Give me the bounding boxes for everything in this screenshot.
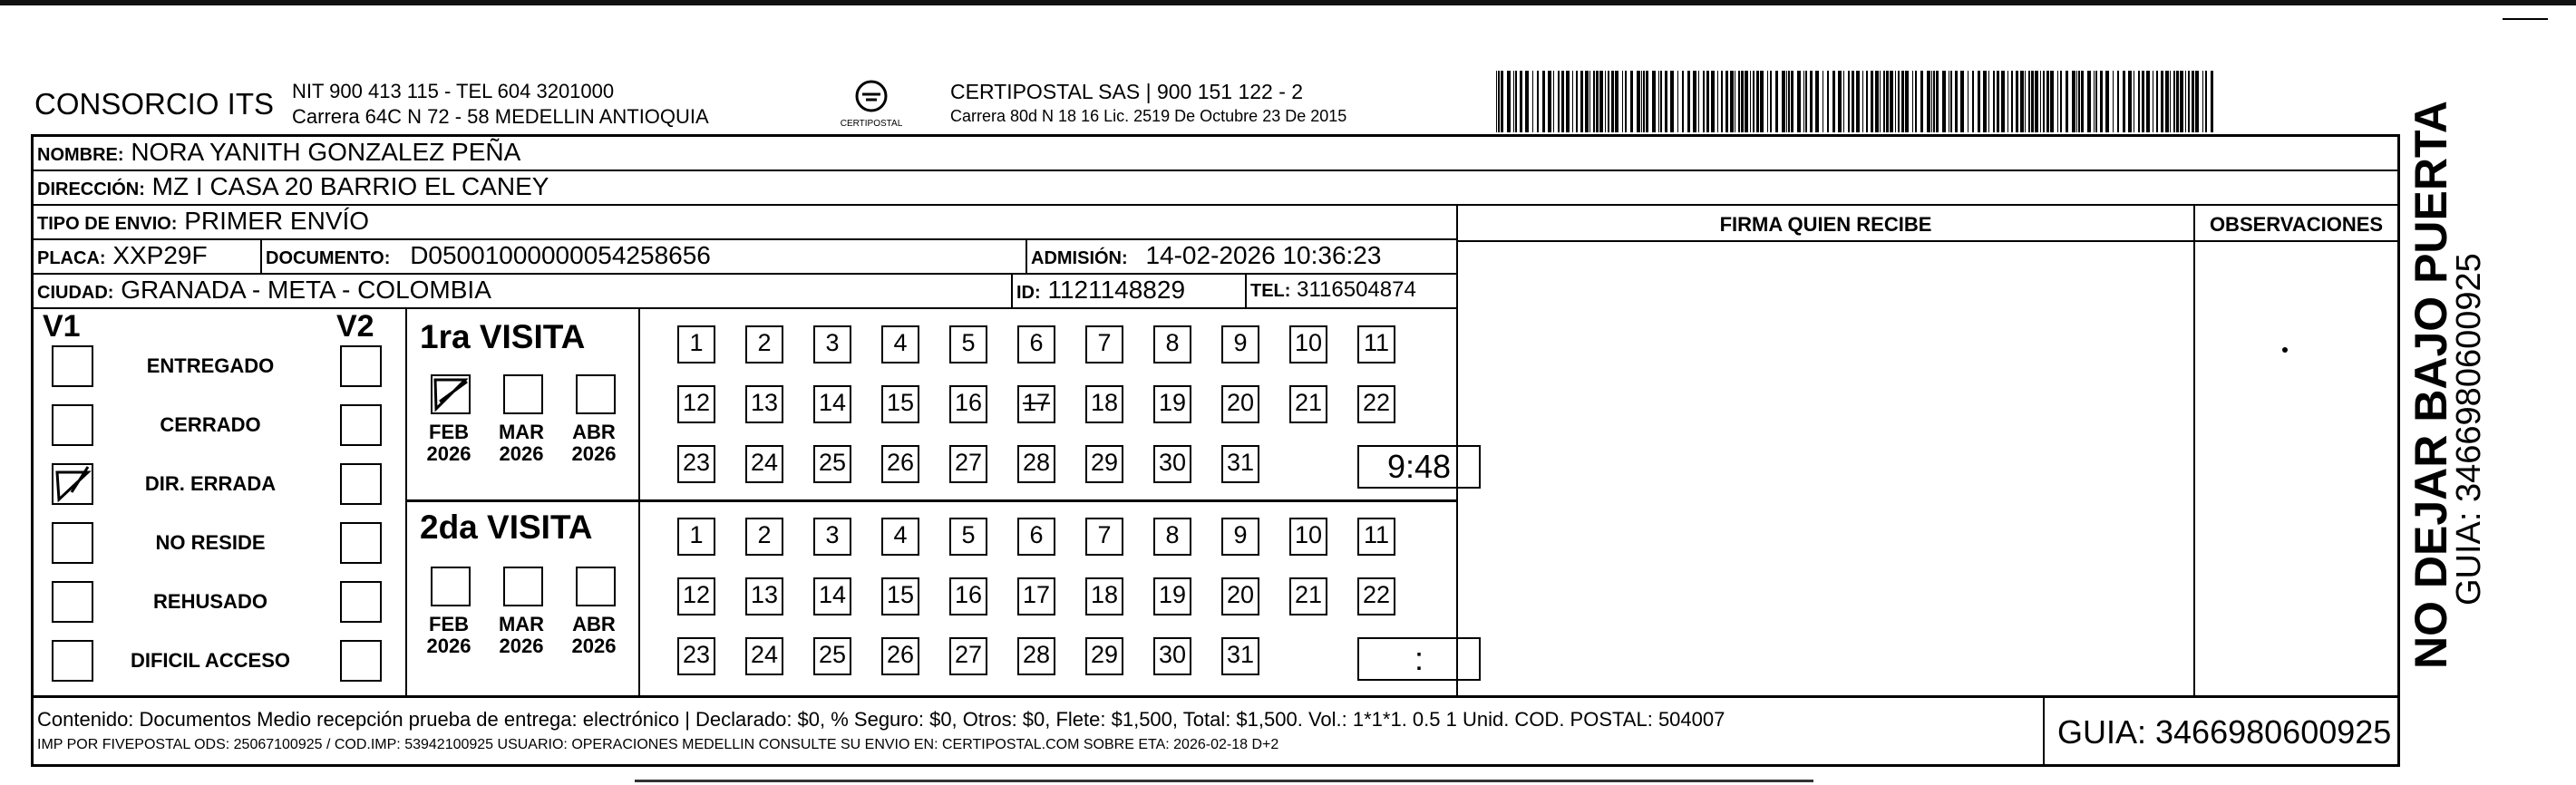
- v1-checkbox[interactable]: [52, 522, 93, 564]
- nombre-row: [34, 137, 2397, 171]
- footer-guia-divider: [2043, 695, 2045, 764]
- day-box[interactable]: 22: [1357, 577, 1395, 615]
- first-visit-title: 1ra VISITA: [420, 318, 586, 355]
- tipo-row: [34, 206, 1456, 240]
- day-box[interactable]: 3: [813, 325, 851, 363]
- admision-value: 14-02-2026 10:36:23: [1145, 241, 1382, 269]
- v2-checkbox[interactable]: [340, 463, 382, 505]
- day-box[interactable]: 5: [949, 518, 987, 556]
- tel-value: 3116504874: [1297, 277, 1416, 302]
- day-box[interactable]: 25: [813, 637, 851, 675]
- direccion-label: DIRECCIÓN:: [37, 179, 145, 199]
- visit-time-box[interactable]: :: [1357, 637, 1481, 681]
- divider-obs: [2193, 206, 2195, 695]
- check-mark-icon: [433, 376, 469, 412]
- day-box[interactable]: 26: [881, 637, 919, 675]
- direccion-value: MZ I CASA 20 BARRIO EL CANEY: [151, 172, 549, 200]
- company-nit: NIT 900 413 115 - TEL 604 3201000: [292, 80, 615, 102]
- day-box[interactable]: 3: [813, 518, 851, 556]
- month-checkbox[interactable]: [431, 374, 471, 414]
- company-address: Carrera 64C N 72 - 58 MEDELLIN ANTIOQUIA: [292, 105, 709, 128]
- admision-label: ADMISIÓN:: [1031, 248, 1128, 268]
- day-box[interactable]: 7: [1085, 325, 1123, 363]
- day-box[interactable]: 30: [1153, 445, 1191, 483]
- day-box[interactable]: 15: [881, 577, 919, 615]
- day-box[interactable]: 23: [677, 637, 715, 675]
- day-box[interactable]: 17: [1017, 577, 1055, 615]
- month-label: ABR 2026: [571, 613, 617, 657]
- day-box[interactable]: 2: [745, 325, 783, 363]
- month-checkbox[interactable]: [576, 567, 616, 606]
- status-label: DIFICIL ACCESO: [130, 649, 290, 672]
- nombre-value: NORA YANITH GONZALEZ PEÑA: [131, 138, 521, 166]
- day-box[interactable]: 28: [1017, 445, 1055, 483]
- day-box[interactable]: 28: [1017, 637, 1055, 675]
- day-box[interactable]: 13: [745, 577, 783, 615]
- day-box[interactable]: 24: [745, 445, 783, 483]
- observation-dot: [2282, 347, 2288, 353]
- day-box[interactable]: 1: [677, 325, 715, 363]
- v1-checkbox[interactable]: [52, 640, 93, 682]
- visit-time-box[interactable]: 9:48: [1357, 445, 1481, 489]
- day-box[interactable]: 4: [881, 325, 919, 363]
- scan-top-edge: [0, 0, 2576, 5]
- v2-checkbox[interactable]: [340, 345, 382, 387]
- v1-checkbox[interactable]: [52, 581, 93, 623]
- scan-bottom-edge: [635, 780, 1813, 782]
- barcode: [1496, 71, 2221, 132]
- day-box[interactable]: 14: [813, 385, 851, 423]
- day-box[interactable]: 19: [1153, 385, 1191, 423]
- no-dejar-warning: NO DEJAR BAJO PUERTA: [2406, 101, 2456, 669]
- visits-panel: [405, 309, 1456, 695]
- status-label: ENTREGADO: [146, 354, 275, 377]
- day-box[interactable]: 29: [1085, 637, 1123, 675]
- month-checkbox[interactable]: [576, 374, 616, 414]
- status-panel: [34, 309, 407, 695]
- day-box[interactable]: 17: [1017, 385, 1055, 423]
- day-box[interactable]: 21: [1289, 385, 1327, 423]
- day-box[interactable]: 24: [745, 637, 783, 675]
- day-box[interactable]: 10: [1289, 518, 1327, 556]
- day-box[interactable]: 7: [1085, 518, 1123, 556]
- direccion-row: [34, 171, 2397, 206]
- v1-checkbox[interactable]: [52, 404, 93, 446]
- tel-cell: [1245, 275, 1416, 307]
- month-checkbox[interactable]: [503, 567, 543, 606]
- day-box[interactable]: 14: [813, 577, 851, 615]
- day-box[interactable]: 16: [949, 385, 987, 423]
- day-box[interactable]: 15: [881, 385, 919, 423]
- right-mark: [2503, 18, 2548, 20]
- day-box[interactable]: 2: [745, 518, 783, 556]
- day-box[interactable]: 5: [949, 325, 987, 363]
- day-box[interactable]: 9: [1221, 518, 1259, 556]
- day-box[interactable]: 11: [1357, 325, 1395, 363]
- day-box[interactable]: 12: [677, 385, 715, 423]
- month-label: MAR 2026: [498, 613, 545, 657]
- day-box[interactable]: 25: [813, 445, 851, 483]
- courier-name: CERTIPOSTAL SAS | 900 151 122 - 2: [950, 80, 1304, 103]
- v2-checkbox[interactable]: [340, 522, 382, 564]
- day-box[interactable]: 23: [677, 445, 715, 483]
- id-label: ID:: [1016, 283, 1041, 303]
- delivery-form: [31, 134, 2400, 767]
- check-mark-icon: [53, 465, 92, 503]
- contenido-text: Contenido: Documentos Medio recepción prueba de entrega: electrónico | Declarado: $0, % Seguro: $0, Otros: $0, Flete: $1,500, Total: $1,500. Vol.: 1*1*1. 0.5 1 Unid. COD. POSTAL: 504007: [37, 708, 1725, 731]
- day-box[interactable]: 22: [1357, 385, 1395, 423]
- day-box[interactable]: 13: [745, 385, 783, 423]
- day-box[interactable]: 21: [1289, 577, 1327, 615]
- day-box[interactable]: 20: [1221, 385, 1259, 423]
- day-box[interactable]: 8: [1153, 518, 1191, 556]
- logo-text: CERTIPOSTAL: [840, 119, 903, 129]
- imp-text: IMP POR FIVEPOSTAL ODS: 25067100925 / COD.IMP: 53942100925 USUARIO: OPERACIONES MEDELLIN CONSULTE SU ENVIO EN: CERTIPOSTAL.COM SOBRE ETA: 2026-02-18 D+2: [37, 737, 1279, 752]
- v2-checkbox[interactable]: [340, 404, 382, 446]
- v2-checkbox[interactable]: [340, 640, 382, 682]
- observaciones-header: OBSERVACIONES: [2209, 213, 2384, 236]
- documento-value: D05001000000054258656: [410, 241, 711, 269]
- day-box[interactable]: 4: [881, 518, 919, 556]
- documento-cell: [260, 240, 711, 273]
- day-box[interactable]: 18: [1085, 577, 1123, 615]
- month-label: MAR 2026: [498, 421, 545, 465]
- placa-value: XXP29F: [112, 241, 208, 269]
- company-name: CONSORCIO ITS: [34, 87, 275, 121]
- ciudad-label: CIUDAD:: [37, 283, 114, 303]
- v2-checkbox[interactable]: [340, 581, 382, 623]
- placa-row: [34, 240, 1456, 275]
- day-box[interactable]: 1: [677, 518, 715, 556]
- day-box[interactable]: 6: [1017, 325, 1055, 363]
- ciudad-value: GRANADA - META - COLOMBIA: [121, 276, 491, 304]
- id-cell: [1011, 275, 1185, 307]
- tipo-label: TIPO DE ENVIO:: [37, 214, 178, 234]
- admision-cell: [1026, 240, 1381, 273]
- v2-label: V2: [336, 309, 374, 344]
- month-divider: [638, 309, 640, 695]
- v1-label: V1: [43, 309, 81, 344]
- tipo-value: PRIMER ENVÍO: [184, 207, 370, 235]
- v1-checkbox[interactable]: [52, 345, 93, 387]
- v1-checkbox[interactable]: [52, 463, 93, 505]
- day-box[interactable]: 12: [677, 577, 715, 615]
- month-label: FEB 2026: [426, 421, 471, 465]
- day-box[interactable]: 31: [1221, 445, 1259, 483]
- courier-address: Carrera 80d N 18 16 Lic. 2519 De Octubre 23 De 2015: [950, 107, 1347, 125]
- status-label: NO RESIDE: [155, 531, 266, 554]
- status-label: REHUSADO: [153, 590, 267, 613]
- day-box[interactable]: 9: [1221, 325, 1259, 363]
- month-checkbox[interactable]: [431, 567, 471, 606]
- day-box[interactable]: 30: [1153, 637, 1191, 675]
- certipostal-logo: [840, 78, 903, 132]
- placa-label: PLACA:: [37, 248, 106, 268]
- status-label: DIR. ERRADA: [144, 472, 277, 495]
- second-visit-title: 2da VISITA: [420, 509, 593, 546]
- documento-label: DOCUMENTO:: [266, 248, 391, 268]
- day-box[interactable]: 26: [881, 445, 919, 483]
- day-box[interactable]: 19: [1153, 577, 1191, 615]
- day-box[interactable]: 8: [1153, 325, 1191, 363]
- id-value: 1121148829: [1047, 276, 1186, 304]
- divider-header: [1456, 240, 2397, 242]
- ciudad-row: [34, 275, 1456, 309]
- tel-label: TEL:: [1250, 281, 1291, 301]
- month-label: FEB 2026: [426, 613, 471, 657]
- footer-guia: GUIA: 3466980600925: [2057, 713, 2392, 751]
- status-label: CERRADO: [160, 413, 261, 436]
- day-box[interactable]: 18: [1085, 385, 1123, 423]
- month-label: ABR 2026: [571, 421, 617, 465]
- side-guia: GUIA: 3466980600925: [2450, 253, 2488, 606]
- logo-icon: [853, 78, 889, 114]
- month-checkbox[interactable]: [503, 374, 543, 414]
- nombre-label: NOMBRE:: [37, 145, 124, 165]
- day-box[interactable]: 11: [1357, 518, 1395, 556]
- visit-divider: [405, 499, 1456, 502]
- day-box[interactable]: 27: [949, 445, 987, 483]
- firma-header: FIRMA QUIEN RECIBE: [1719, 213, 1932, 236]
- day-box[interactable]: 16: [949, 577, 987, 615]
- day-box[interactable]: 6: [1017, 518, 1055, 556]
- day-box[interactable]: 27: [949, 637, 987, 675]
- day-box[interactable]: 29: [1085, 445, 1123, 483]
- day-box[interactable]: 10: [1289, 325, 1327, 363]
- day-box[interactable]: 31: [1221, 637, 1259, 675]
- day-box[interactable]: 20: [1221, 577, 1259, 615]
